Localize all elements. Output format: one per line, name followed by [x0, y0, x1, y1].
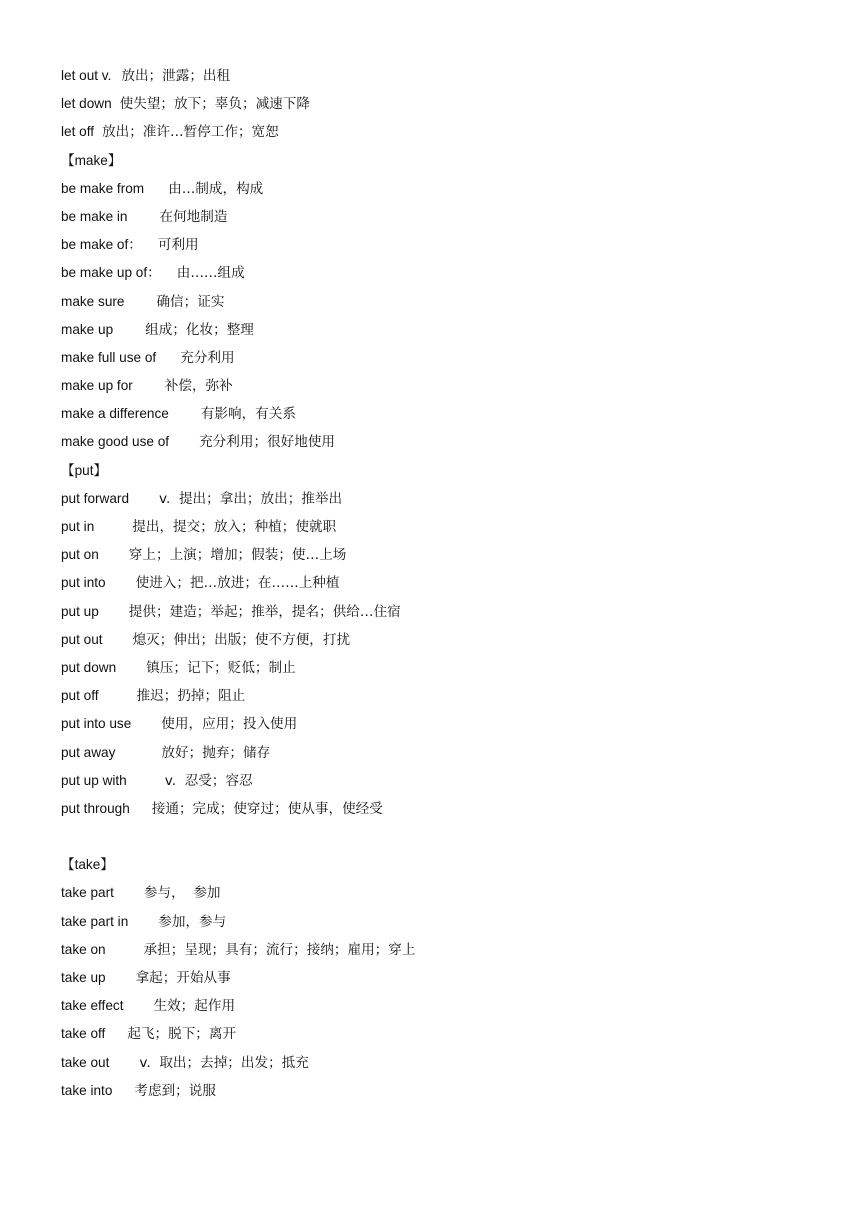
phrase-term: take part in [61, 913, 129, 929]
phrase-definition: 使进入；把…放进；在……上种植 [135, 575, 340, 592]
phrase-term: put into [61, 575, 106, 591]
phrase-term: put into use [61, 716, 132, 732]
phrase-definition: 由……组成 [176, 265, 245, 282]
phrase-term: let down [61, 96, 112, 112]
phrase-term: take on [61, 941, 106, 957]
phrase-term: put in [61, 519, 95, 534]
phrase-term: put up with [61, 772, 127, 788]
phrase-definition: 镇压；记下；贬低；制止 [146, 659, 296, 676]
phrase-definition: 确信；证实 [156, 293, 225, 310]
phrase-entry [61, 400, 821, 428]
phrase-definition: 考虑到；说服 [134, 1082, 216, 1099]
phrase-entry [61, 428, 821, 456]
phrase-term: make a difference [61, 406, 169, 422]
phrase-entry [61, 992, 821, 1020]
phrase-entry [61, 710, 821, 738]
phrase-entry [61, 90, 821, 118]
phrase-definition: 提出，提交；放入；种植；使就职 [132, 519, 337, 535]
phrase-definition: v. 提出；拿出；放出；推举出 [159, 490, 343, 507]
blank-line [61, 823, 821, 851]
phrase-definition: 使用，应用；投入使用 [161, 716, 298, 733]
phrase-term: let off [61, 124, 95, 140]
phrase-entry [61, 513, 821, 541]
phrase-definition: 参加，参与 [158, 913, 227, 930]
phrase-definition: 使失望；放下；辜负；减速下降 [119, 96, 310, 113]
phrase-entry [61, 372, 821, 400]
phrase-term: be make up of： [61, 265, 161, 281]
phrase-term: take effect [61, 998, 124, 1014]
section-heading-label: 【put】 [61, 462, 108, 478]
phrase-definition: v. 取出；去掉；出发；抵充 [139, 1054, 309, 1071]
phrase-entry [61, 795, 821, 823]
phrase-definition: 起飞；脱下；离开 [127, 1026, 237, 1043]
phrase-definition: 可利用 [157, 237, 199, 254]
phrase-entry [61, 259, 821, 287]
phrase-entry [61, 288, 821, 316]
phrase-definition: 由…制成，构成 [168, 180, 264, 197]
phrase-term: make sure [61, 293, 125, 309]
phrase-term: be make from [61, 180, 145, 196]
phrase-entry [61, 964, 821, 992]
phrase-definition: 补偿，弥补 [164, 378, 233, 395]
phrase-entry [61, 541, 821, 569]
phrase-definition: v. 忍受；容忍 [164, 772, 253, 789]
phrase-term: let out v. [61, 68, 112, 83]
phrase-term: be make of： [61, 237, 142, 253]
phrase-entry [61, 62, 821, 90]
phrase-entry [61, 936, 821, 964]
phrase-definition: 充分利用；很好地使用 [199, 434, 336, 451]
phrase-definition: 放出；泄露；出租 [121, 68, 231, 84]
section-heading [61, 851, 821, 879]
phrase-definition: 承担；呈现；具有；流行；接纳；雇用；穿上 [143, 941, 416, 958]
phrase-definition: 提供；建造；举起；推举，提名；供给…住宿 [128, 603, 401, 620]
phrase-entry [61, 682, 821, 710]
phrase-term: put on [61, 547, 99, 563]
phrase-term: put away [61, 744, 116, 760]
phrase-term: take up [61, 970, 106, 985]
phrase-definition: 穿上；上演；增加；假装；使…上场 [128, 547, 347, 564]
section-heading [61, 147, 821, 175]
phrase-entry [61, 344, 821, 372]
phrase-entry [61, 767, 821, 795]
phrase-entry [61, 231, 821, 259]
phrase-entry [61, 316, 821, 344]
phrase-term: put down [61, 659, 117, 675]
phrase-entry [61, 569, 821, 597]
phrase-term: make up [61, 321, 114, 337]
phrase-term: take off [61, 1026, 106, 1042]
phrase-definition: 推迟；扔掉；阻止 [136, 688, 246, 705]
phrase-definition: 拿起；开始从事 [135, 970, 231, 986]
section-heading [61, 457, 821, 485]
phrase-term: make full use of [61, 349, 157, 365]
phrase-definition: 放好；抛弃；储存 [161, 744, 271, 761]
phrase-entry [61, 485, 821, 513]
phrase-definition: 放出；准许…暂停工作；宽恕 [102, 124, 279, 141]
phrase-term: take out [61, 1054, 110, 1070]
phrase-term: put up [61, 603, 99, 619]
section-heading-label: 【make】 [61, 152, 122, 168]
phrase-entry [61, 1020, 821, 1048]
phrase-entry [61, 118, 821, 146]
phrase-term: put out [61, 631, 103, 647]
phrase-definition: 熄灭；伸出；出版；使不方便，打扰 [132, 631, 351, 648]
phrase-definition: 组成；化妆；整理 [145, 321, 254, 338]
phrase-definition: 有影响，有关系 [200, 406, 296, 423]
phrase-entry [61, 175, 821, 203]
phrase-entry [61, 879, 821, 907]
phrase-term: take into [61, 1082, 113, 1098]
phrase-term: put off [61, 688, 99, 704]
phrase-definition: 生效；起作用 [153, 998, 236, 1015]
document-body [61, 62, 821, 1105]
phrase-term: take part [61, 885, 114, 901]
phrase-definition: 在何地制造 [159, 208, 228, 225]
phrase-term: make up for [61, 378, 133, 394]
phrase-entry [61, 908, 821, 936]
phrase-definition: 接通；完成；使穿过；使从事，使经受 [151, 800, 383, 817]
phrase-term: be make in [61, 208, 128, 224]
phrase-entry [61, 739, 821, 767]
phrase-term: put forward [61, 490, 130, 506]
phrase-entry [61, 626, 821, 654]
phrase-definition: 参与， 参加 [143, 885, 221, 902]
phrase-term: put through [61, 800, 130, 816]
section-heading-label: 【take】 [61, 857, 114, 873]
phrase-entry [61, 654, 821, 682]
phrase-term: make good use of [61, 434, 170, 450]
phrase-entry [61, 1077, 821, 1105]
phrase-entry [61, 1049, 821, 1077]
phrase-definition: 充分利用 [180, 349, 235, 366]
phrase-entry [61, 598, 821, 626]
phrase-entry [61, 203, 821, 231]
